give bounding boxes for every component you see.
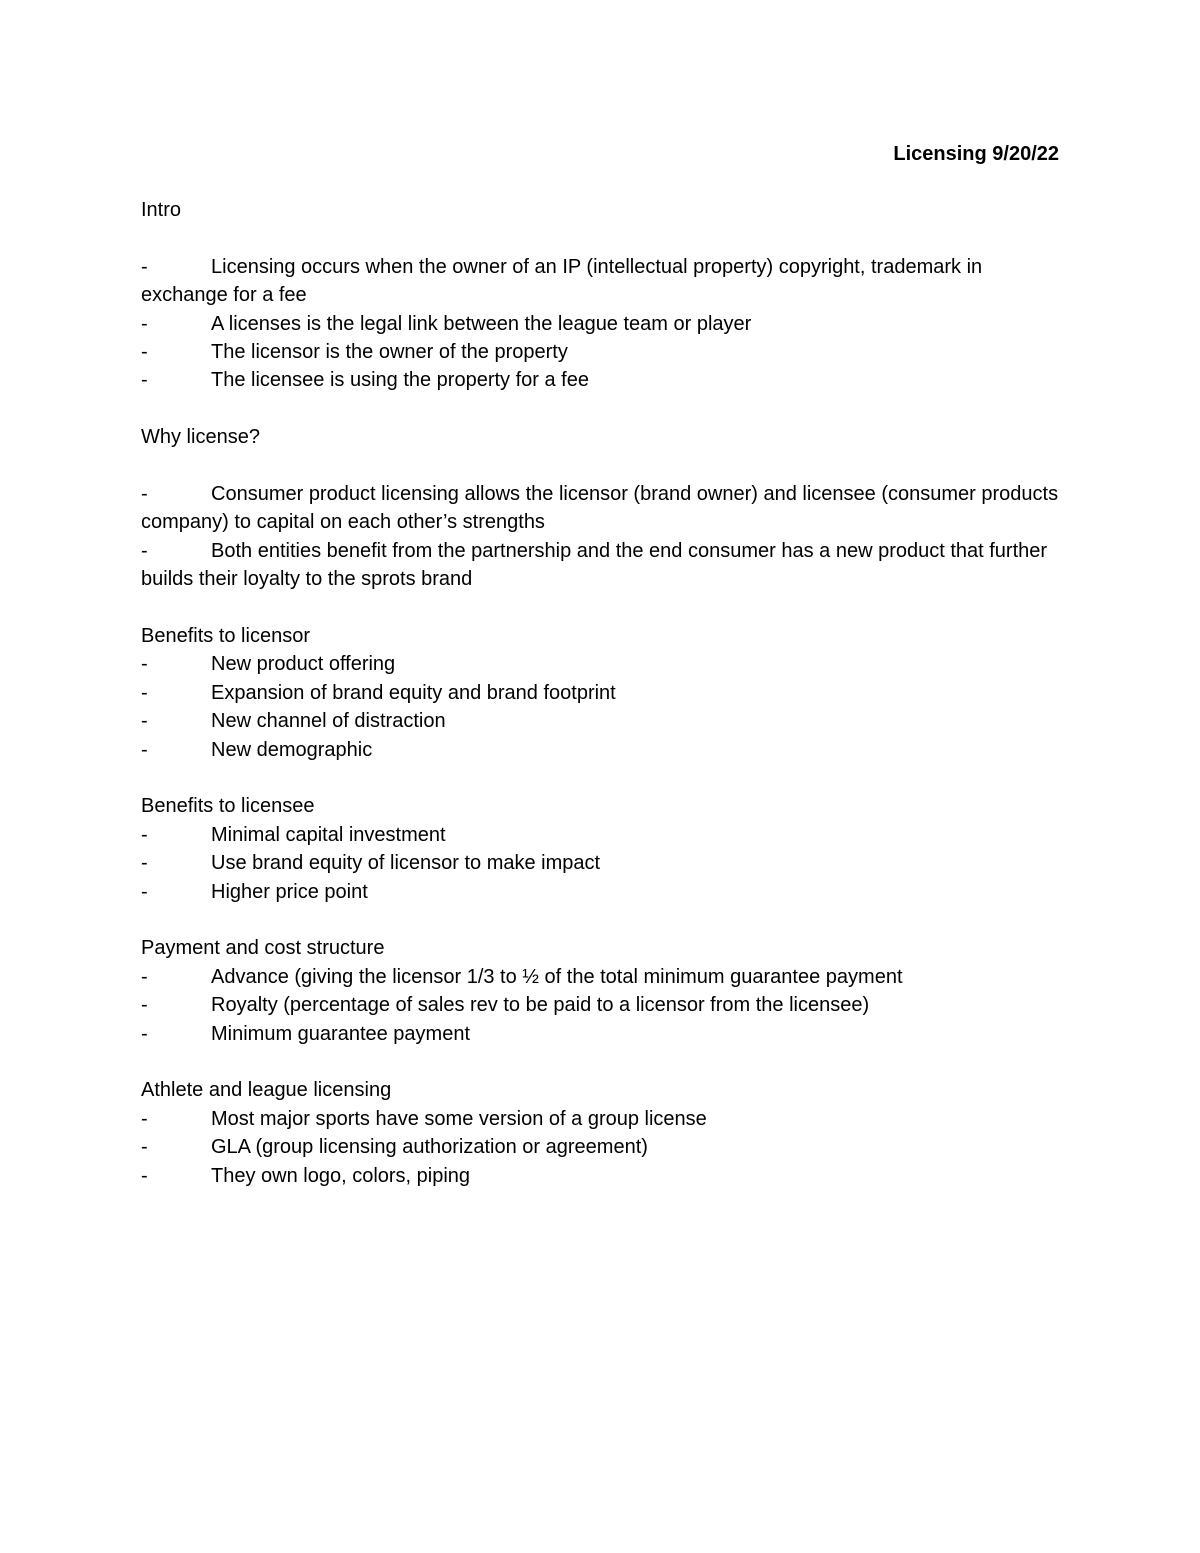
section: [141, 792, 1061, 934]
list-item: [141, 537, 1061, 594]
list-item: [141, 1105, 1061, 1133]
document-body: [141, 196, 1061, 1190]
list-item-text: The licensee is using the property for a fee: [211, 369, 589, 392]
bullet-dash: -: [141, 483, 148, 506]
list-item: [141, 991, 1061, 1019]
bullet-dash: -: [141, 653, 148, 676]
list-item-text: Advance (giving the licensor 1/3 to ½ of the total minimum guarantee payment: [211, 965, 903, 988]
list-item-text: New channel of distraction: [211, 710, 446, 733]
document-page: [141, 138, 1061, 1190]
list-item-text: The licensor is the owner of the property: [211, 341, 568, 364]
section-heading: Benefits to licensee: [141, 795, 315, 818]
bullet-dash: -: [141, 681, 148, 704]
bullet-dash: -: [141, 341, 148, 364]
bullet-dash: -: [141, 1107, 148, 1130]
list-item-text: A licenses is the legal link between the league team or player: [211, 312, 752, 335]
list-item-text: New product offering: [211, 653, 396, 676]
list-item-text: Minimal capital investment: [211, 823, 446, 846]
list-item: [141, 310, 1061, 338]
section-heading: Intro: [141, 199, 182, 221]
list-item: [141, 480, 1061, 537]
bullet-dash: -: [141, 1022, 148, 1045]
section-heading: Benefits to licensor: [141, 625, 310, 648]
section-heading: Why license?: [141, 426, 260, 449]
bullet-dash: -: [141, 539, 148, 562]
list-item: [141, 1133, 1061, 1161]
section: [141, 196, 1061, 423]
list-item: [141, 736, 1061, 764]
document-title: Licensing 9/20/22: [893, 143, 1059, 165]
list-item-text: Consumer product licensing allows the licensor (brand owner) and licensee (consumer products company) to capital on each other’s strengths: [141, 483, 1059, 534]
bullet-dash: -: [141, 823, 148, 846]
list-item-text: Minimum guarantee payment: [211, 1022, 471, 1045]
list-item: [141, 366, 1061, 394]
section: [141, 622, 1061, 792]
bullet-dash: -: [141, 710, 148, 733]
list-item: [141, 849, 1061, 877]
list-item-text: They own logo, colors, piping: [211, 1164, 471, 1187]
list-item: [141, 338, 1061, 366]
list-item-text: Use brand equity of licensor to make impact: [211, 852, 601, 875]
bullet-dash: -: [141, 738, 148, 761]
section: [141, 1076, 1061, 1190]
bullet-dash: -: [141, 880, 148, 903]
section-heading: Athlete and league licensing: [141, 1079, 392, 1102]
bullet-dash: -: [141, 369, 148, 392]
bullet-dash: -: [141, 994, 148, 1017]
section: [141, 934, 1061, 1076]
list-item-text: Higher price point: [211, 880, 368, 903]
bullet-dash: -: [141, 965, 148, 988]
section: [141, 423, 1061, 622]
list-item-text: Both entities benefit from the partnership and the end consumer has a new product that further builds their loyalty to the sprots brand: [141, 539, 1048, 591]
bullet-dash: -: [141, 312, 148, 335]
list-item: [141, 878, 1061, 906]
list-item-text: Royalty (percentage of sales rev to be paid to a licensor from the licensee): [211, 994, 870, 1017]
bullet-dash: -: [141, 255, 148, 278]
list-item-text: Expansion of brand equity and brand footprint: [211, 681, 616, 704]
list-item: [141, 707, 1061, 735]
section-heading: Payment and cost structure: [141, 937, 385, 960]
bullet-dash: -: [141, 1164, 148, 1187]
list-item: [141, 1162, 1061, 1190]
list-item-text: GLA (group licensing authorization or agreement): [211, 1136, 648, 1159]
bullet-dash: -: [141, 852, 148, 875]
list-item-text: Most major sports have some version of a group license: [211, 1107, 707, 1130]
list-item: [141, 821, 1061, 849]
list-item: [141, 679, 1061, 707]
list-item-text: New demographic: [211, 738, 373, 761]
list-item: [141, 1020, 1061, 1048]
list-item: [141, 963, 1061, 991]
list-item: [141, 253, 1061, 310]
list-item: [141, 650, 1061, 678]
bullet-dash: -: [141, 1136, 148, 1159]
list-item-text: Licensing occurs when the owner of an IP (intellectual property) copyright, trademark in exchange for a fee: [141, 255, 983, 307]
